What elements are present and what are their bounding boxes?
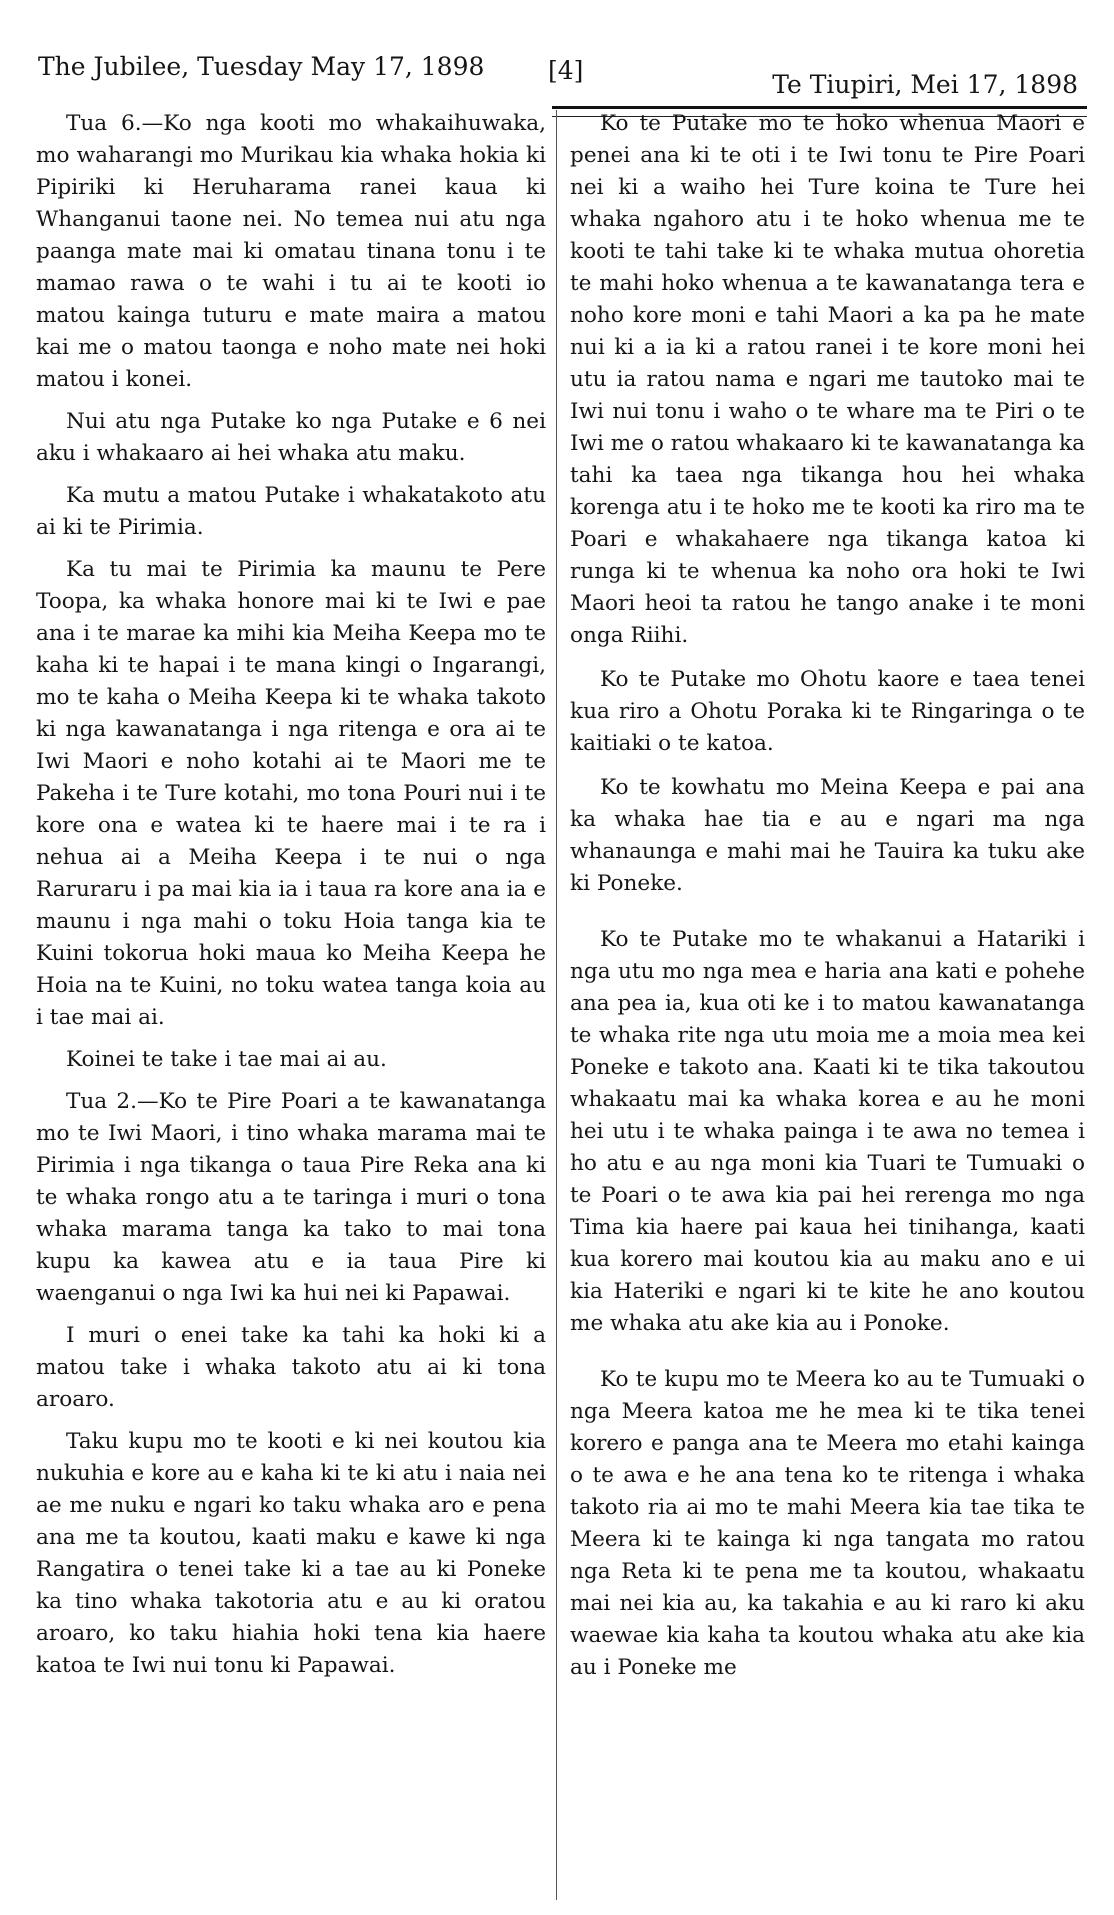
paragraph: Ka mutu a matou Putake i whakatakoto atu ai ki te Pirimia. [36, 483, 546, 540]
column-divider [556, 110, 557, 1900]
paragraph: Ko te Putake mo te whakanui a Hatariki i nga utu mo nga mea e haria ana kati e pohehe ana pea ia, kua oti ke i to matou kawanatanga te whaka rite nga utu moia me a moia mea kei Poneke e takoto ana. Kaati ki te tika takoutou whakaatu mai ka whaka korea e au he moni hei utu i te whaka painga i te awa no temea i ho atu e au nga moni kia Tuari te Tumuaki o te Poari o te awa kia pai hei rerenga mo nga Tima kia haere pai kaua hei tinihanga, kaati kua korero mai koutou kia au maku ano e ui kia Hateriki e ngari ki te kite he ano koutou me whaka atu ake kia au i Ponoke. [570, 927, 1085, 1336]
paragraph: I muri o enei take ka tahi ka hoki ki a matou take i whaka takoto atu ai ki tona aroaro. [36, 1323, 546, 1412]
header-right-title: Te Tiupiri, Mei 17, 1898 [772, 70, 1078, 99]
page-header [0, 0, 1114, 120]
header-left-title: The Jubilee, Tuesday May 17, 1898 [38, 52, 485, 81]
paragraph: Ko te Putake mo Ohotu kaore e taea tenei kua riro a Ohotu Poraka ki te Ringaringa o te kaitiaki o te katoa. [570, 667, 1085, 756]
paragraph: Ko te kupu mo te Meera ko au te Tumuaki o nga Meera katoa me he mea ki te tika tenei korero e panga ana te Meera mo etahi kainga o te awa e he ana tena ko te ritenga i whaka takoto ria ai mo te mahi Meera kia tae tika te Meera ki te kainga ki nga tangata mo ratou nga Reta ki te pena me ta koutou, whakaatu mai nei kia au, ka takahia e au ki raro ki aku waewae kia kaha ta koutou whaka atu ake kia au i Poneke me [570, 1367, 1085, 1680]
paragraph: Ko te Putake mo te hoko whenua Maori e penei ana ki te oti i te Iwi tonu te Pire Poari nei ki a waiho hei Ture koina te Ture hei whaka ngahoro atu i te hoko whenua me te kooti te tahi take ki te whaka mutua ohoretia te mahi hoko whenua a te kawanatanga tera e noho kore moni e tahi Maori a ka pa he mate nui ki a ia ki a ratou ranei i te kore moni hei utu ia ratou nama e ngari me tautoko mai te Iwi nui tonu i waho o te whare ma te Piri o te Iwi me o ratou whakaaro ki te kawanatanga ka tahi ka taea nga tikanga hou hei whaka korenga atu i te hoko me te kooti ka riro ma te Poari e whakahaere nga tikanga katoa ki runga ki te whenua ka noho ora hoki te Iwi Maori heoi ta ratou he tango anake i te moni onga Riihi. [570, 111, 1085, 648]
paragraph: Nui atu nga Putake ko nga Putake e 6 nei aku i whakaaro ai hei whaka atu maku. [36, 409, 546, 466]
paragraph: Ka tu mai te Pirimia ka maunu te Pere Toopa, ka whaka honore mai ki te Iwi e pae ana i te marae ka mihi kia Meiha Keepa mo te kaha ki te hapai i te mana kingi o Ingarangi, mo te kaha o Meiha Keepa ki te whaka takoto ki nga kawanatanga i nga ritenga e ora ai te Iwi Maori e noho kotahi ai te Maori me te Pakeha i te Ture kotahi, mo tona Pouri nui i te kore ona e watea ki te haere mai i te ra i nehua ai a Meiha Keepa i te nui o nga Raruraru i pa mai kia ia i taua ra kore ana ia e maunu i nga mahi o toku Hoia tanga kia te Kuini tokorua hoki maua ko Meiha Keepa he Hoia na te Kuini, no toku watea tanga koia au i tae mai ai. [36, 557, 546, 1030]
paragraph: Tua 2.—Ko te Pire Poari a te kawanatanga mo te Iwi Maori, i tino whaka marama mai te Pirimia i nga tikanga o taua Pire Reka ana ki te whaka rongo atu a te taringa i muri o tona whaka marama tanga ka tako to mai tona kupu ka kawea atu e ia taua Pire ki waenganui o nga Iwi ka hui nei ki Papawai. [36, 1089, 546, 1306]
right-column [570, 108, 1085, 1708]
paragraph: Ko te kowhatu mo Meina Keepa e pai ana ka whaka hae tia e au e ngari ma nga whanaunga e mahi mai he Tauira ka tuku ake ki Poneke. [570, 775, 1085, 896]
left-column [36, 108, 546, 1692]
paragraph: Tua 6.—Ko nga kooti mo whakaihuwaka, mo waharangi mo Murikau kia whaka hokia ki Pipiriki ki Heruharama ranei kaua ki Whanganui taone nei. No temea nui atu nga paanga mate mai ki omatau tinana tonu i te mamao rawa o te wahi i tu ai te kooti io matou kainga tuturu e mate maira a matou kai me o matou taonga e noho mate nei hoki matou i konei. [36, 111, 546, 392]
page-number: [4] [548, 56, 584, 85]
paragraph: Taku kupu mo te kooti e ki nei koutou kia nukuhia e kore au e kaha ki te ki atu i naia nei ae me nuku e ngari ko taku whaka aro e pena ana me ta koutou, kaati maku e kawe ki nga Rangatira o tenei take ki a tae au ki Poneke ka tino whaka takotoria atu e au ki oratou aroaro, ko taku hiahia hoki tena kia haere katoa te Iwi nui tonu ki Papawai. [36, 1429, 546, 1678]
paragraph: Koinei te take i tae mai ai au. [66, 1047, 387, 1072]
